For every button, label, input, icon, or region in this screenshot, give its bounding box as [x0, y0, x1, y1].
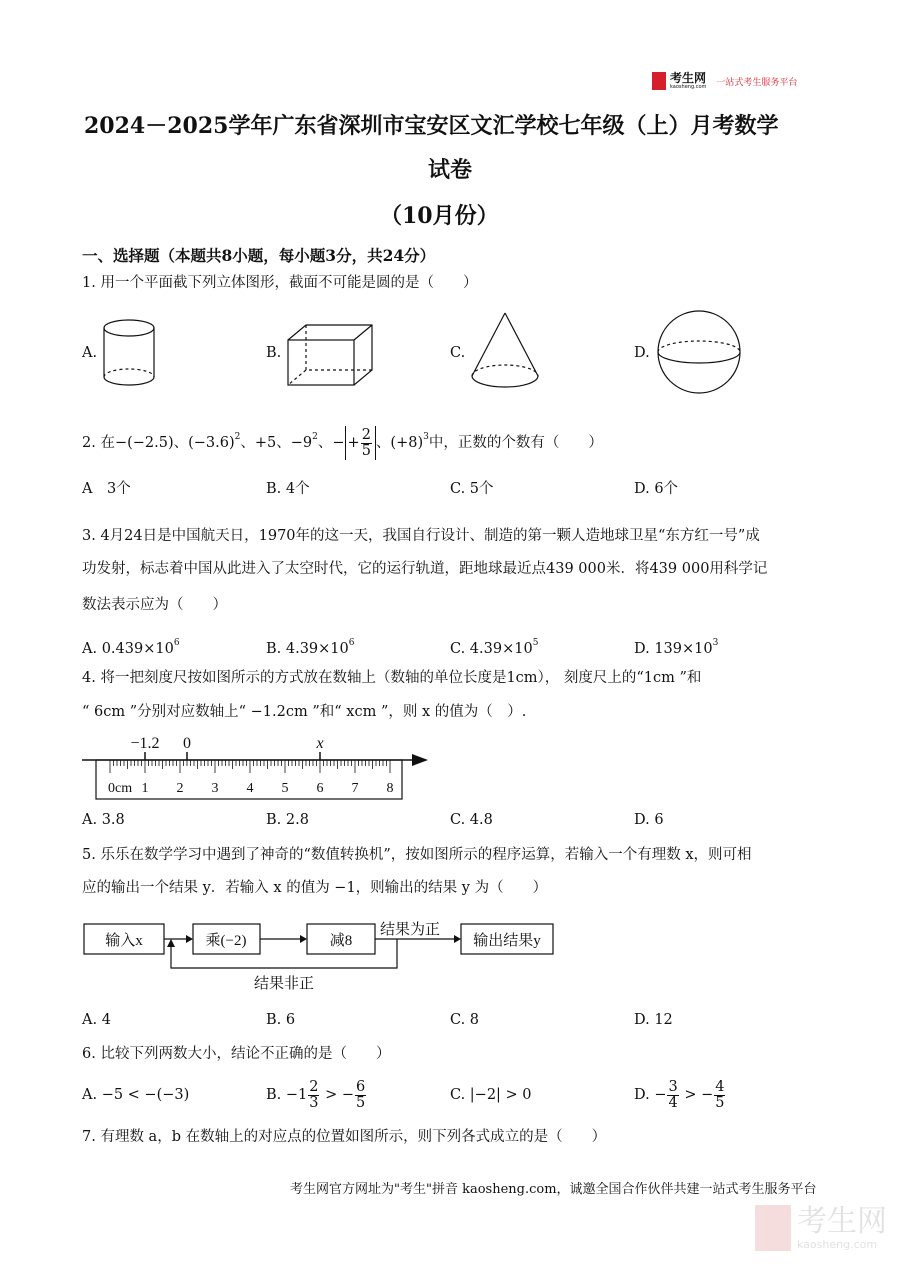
label-nonpositive: 结果非正: [254, 976, 315, 992]
box-output: 输出结果y: [473, 933, 541, 949]
q2-option-c: C. 5个: [450, 481, 494, 497]
q5-line2: 应的输出一个结果 y．若输入 x 的值为 −1，则输出的结果 y 为（ ）: [82, 880, 548, 896]
ruler-label: 2: [176, 781, 184, 796]
q4-option-a: A. 3.8: [82, 812, 125, 828]
q3-option-b: B. $4.39\times 10^6$: [266, 638, 355, 657]
q5-option-d: D. 12: [634, 1012, 673, 1028]
q1-option-b: B.: [266, 345, 282, 361]
box-input: 输入x: [105, 933, 143, 949]
q4-option-c: C. 4.8: [450, 812, 493, 828]
q3-option-c: C. $4.39\times 10^5$: [450, 638, 539, 657]
label-positive: 结果为正: [380, 922, 441, 938]
q5-option-a: A. 4: [82, 1012, 111, 1028]
section-heading: 一、选择题（本题共8小题，每小题3分，共24分）: [82, 246, 436, 265]
q7-text: 7. 有理数 a，b 在数轴上的对应点的位置如图所示，则下列各式成立的是（ ）: [82, 1129, 607, 1145]
q6-option-d: D. − $\frac{3}{4}$ > − $\frac{4}{5}$: [634, 1078, 725, 1111]
title-line2: 试卷: [428, 157, 473, 183]
ruler-label: 5: [281, 781, 289, 796]
q6-option-a: A. −5 < −(−3): [82, 1087, 190, 1103]
watermark-logo: 考生网 kaosheng.com: [755, 1205, 887, 1251]
box-multiply: 乘(−2): [205, 933, 247, 949]
q1-option-c: C.: [450, 345, 466, 361]
axis-label: −1.2: [130, 735, 160, 752]
q1-option-d: D.: [634, 345, 650, 361]
q4-line1: 4. 将一把刻度尺按如图所示的方式放在数轴上（数轴的单位长度是1cm）， 刻度尺上的“1cm ”和: [82, 670, 702, 686]
axis-label: x: [316, 735, 324, 752]
ruler-label: 4: [246, 781, 254, 796]
q5-line1: 5. 乐乐在数学学习中遇到了神奇的“数值转换机”，按如图所示的程序运算，若输入一个有理数 x，则可相: [82, 847, 752, 863]
q2-option-d: D. 6个: [634, 481, 679, 497]
q3-option-d: D. $139\times 10^3$: [634, 638, 719, 657]
footer-text: 考生网官方网址为"考生"拼音 kaosheng.com，诚邀全国合作伙伴共建一站式考生服务平台: [290, 1182, 817, 1197]
brand-name: 考生网: [670, 71, 707, 85]
watermark-mark-icon: [755, 1205, 791, 1251]
ruler-label: 1: [141, 781, 149, 796]
ruler-label: 8: [386, 781, 394, 796]
ruler-label: 6: [316, 781, 324, 796]
q6-option-c: C. |−2| > 0: [450, 1087, 532, 1103]
ruler-label: 0cm: [108, 781, 133, 796]
q2-option-a: A 3个: [82, 481, 131, 497]
ruler-label: 3: [211, 781, 219, 796]
q6-text: 6. 比较下列两数大小，结论不正确的是（ ）: [82, 1046, 391, 1062]
title-line1: 2024－2025学年广东省深圳市宝安区文汇学校七年级（上）月考数学: [84, 113, 779, 139]
q4-option-b: B. 2.8: [266, 812, 309, 828]
q3-line3: 数法表示应为（ ）: [82, 597, 227, 613]
q5-option-b: B. 6: [266, 1012, 296, 1028]
q3-line1: 3. 4月24日是中国航天日，1970年的这一天，我国自行设计、制造的第一颗人造地球卫星“东方红一号”成: [82, 528, 760, 544]
title-line3: （10月份）: [380, 203, 499, 229]
q2-text: 2. 在−(−2.5)、$(-3.6)^2$、+5、$-9^2$、− + $\frac{2}{5}$ 、$(+8)^3$中，正数的个数有（ ）: [82, 426, 603, 459]
q1-text: 1. 用一个平面截下列立体图形，截面不可能是圆的是（ ）: [82, 275, 478, 291]
brand-slogan: 一站式考生服务平台: [716, 77, 798, 88]
axis-label: 0: [183, 735, 191, 752]
box-subtract: 减8: [329, 933, 353, 949]
q4-option-d: D. 6: [634, 812, 664, 828]
ruler-label: 7: [351, 781, 359, 796]
q6-option-b: B. −1 $\frac{2}{3}$ > − $\frac{6}{5}$: [266, 1078, 366, 1111]
q1-option-a: A.: [82, 345, 98, 361]
q2-option-b: B. 4个: [266, 481, 310, 497]
q4-line2: “ 6cm ”分别对应数轴上“ −1.2cm ”和“ xcm ”，则 x 的值为（ ）.: [82, 704, 527, 720]
q5-option-c: C. 8: [450, 1012, 480, 1028]
q3-option-a: A. $0.439\times 10^6$: [82, 638, 180, 657]
brand-domain: kaosheng.com: [670, 84, 707, 90]
q3-line2: 功发射，标志着中国从此进入了太空时代，它的运行轨道，距地球最近点439 000米．将439 000用科学记: [82, 561, 768, 577]
